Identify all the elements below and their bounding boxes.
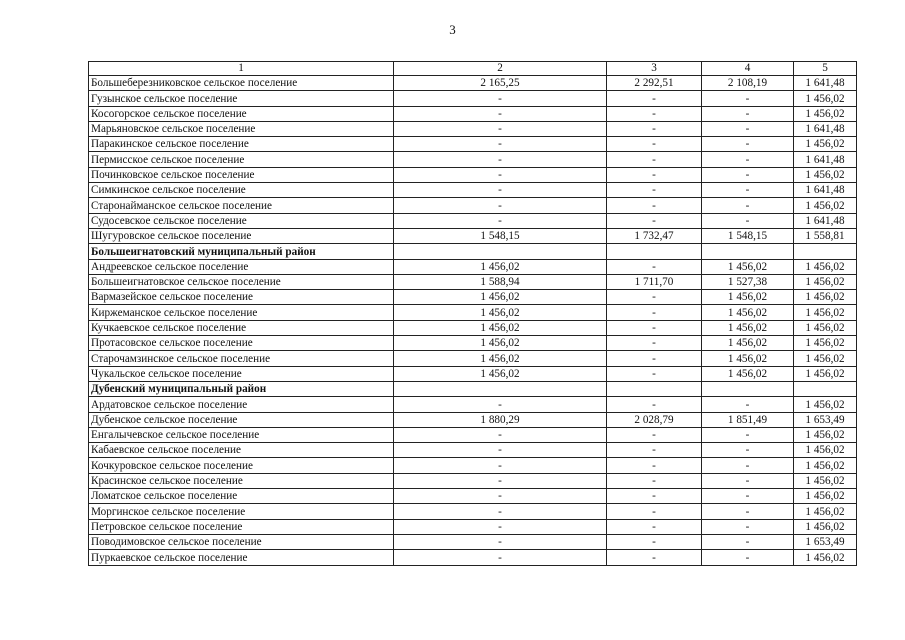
table-row	[89, 519, 857, 534]
value-col-4: -	[702, 106, 794, 121]
value-col-5: 1 641,48	[794, 121, 857, 136]
value-col-2: 1 880,29	[394, 412, 607, 427]
settlement-name: Вармазейское сельское поселение	[89, 290, 394, 305]
value-col-5: 1 456,02	[794, 504, 857, 519]
value-col-3: -	[607, 305, 702, 320]
table-row	[89, 412, 857, 427]
value-col-3: -	[607, 504, 702, 519]
settlement-name: Красинское сельское поселение	[89, 473, 394, 488]
settlement-name: Петровское сельское поселение	[89, 519, 394, 534]
value-col-2: -	[394, 137, 607, 152]
settlement-name: Симкинское сельское поселение	[89, 183, 394, 198]
value-col-3: -	[607, 259, 702, 274]
table-row	[89, 228, 857, 243]
value-col-2: 1 588,94	[394, 274, 607, 289]
value-col-5: 1 456,02	[794, 137, 857, 152]
value-col-5: 1 456,02	[794, 443, 857, 458]
value-col-2: -	[394, 427, 607, 442]
value-col-3: -	[607, 473, 702, 488]
settlement-name: Кабаевское сельское поселение	[89, 443, 394, 458]
table-row	[89, 305, 857, 320]
value-col-3: -	[607, 534, 702, 549]
value-col-3: -	[607, 550, 702, 565]
district-heading-row	[89, 244, 857, 259]
settlement-name: Косогорское сельское поселение	[89, 106, 394, 121]
value-col-4: 1 456,02	[702, 366, 794, 381]
value-col-2: 1 456,02	[394, 290, 607, 305]
settlement-name: Гузынское сельское поселение	[89, 91, 394, 106]
table-row	[89, 473, 857, 488]
value-col-3: 1 711,70	[607, 274, 702, 289]
value-col-3: -	[607, 489, 702, 504]
value-col-5: 1 641,48	[794, 213, 857, 228]
value-col-2: 1 456,02	[394, 336, 607, 351]
table-row	[89, 458, 857, 473]
value-col-4: -	[702, 183, 794, 198]
settlement-name: Кочкуровское сельское поселение	[89, 458, 394, 473]
value-col-3: -	[607, 366, 702, 381]
value-col-3: -	[607, 397, 702, 412]
value-col-2: -	[394, 458, 607, 473]
value-col-3: -	[607, 137, 702, 152]
value-col-2: 1 456,02	[394, 351, 607, 366]
value-col-2: -	[394, 397, 607, 412]
table-row	[89, 550, 857, 565]
value-col-2: -	[394, 106, 607, 121]
settlement-name: Марьяновское сельское поселение	[89, 121, 394, 136]
value-col-4: 1 456,02	[702, 290, 794, 305]
value-col-3: -	[607, 427, 702, 442]
value-col-5: 1 456,02	[794, 519, 857, 534]
value-col-2: 1 456,02	[394, 259, 607, 274]
value-col-4: -	[702, 152, 794, 167]
value-col-4: -	[702, 458, 794, 473]
value-col-5: 1 456,02	[794, 473, 857, 488]
table-row	[89, 351, 857, 366]
table-body	[89, 62, 857, 566]
value-col-4: -	[702, 489, 794, 504]
value-col-4: -	[702, 550, 794, 565]
settlement-name: Кучкаевское сельское поселение	[89, 320, 394, 335]
value-col-2: -	[394, 198, 607, 213]
table-row	[89, 443, 857, 458]
table-row	[89, 121, 857, 136]
value-col-2: -	[394, 550, 607, 565]
value-col-2: -	[394, 473, 607, 488]
value-col-4: -	[702, 427, 794, 442]
value-col-3: -	[607, 336, 702, 351]
settlement-name: Старонаймансκое сельское поселение	[89, 198, 394, 213]
value-col-2	[394, 244, 607, 259]
table-header-row	[89, 62, 857, 76]
value-col-5: 1 456,02	[794, 351, 857, 366]
value-col-3: -	[607, 320, 702, 335]
value-col-4	[702, 244, 794, 259]
settlement-name: Пермисское сельское поселение	[89, 152, 394, 167]
settlement-name: Починковское сельское поселение	[89, 167, 394, 182]
value-col-3: -	[607, 121, 702, 136]
page-number: 3	[449, 22, 456, 37]
value-col-4: 1 851,49	[702, 412, 794, 427]
value-col-3: -	[607, 152, 702, 167]
table-row	[89, 198, 857, 213]
settlement-name: Енгалычевское сельское поселение	[89, 427, 394, 442]
value-col-5: 1 456,02	[794, 458, 857, 473]
value-col-4: -	[702, 213, 794, 228]
settlement-name: Паракинское сельское поселение	[89, 137, 394, 152]
settlement-name: Большеигнатовское сельское поселение	[89, 274, 394, 289]
column-number-1: 1	[89, 62, 394, 76]
column-number-3: 3	[607, 62, 702, 76]
value-col-5: 1 456,02	[794, 366, 857, 381]
value-col-5: 1 456,02	[794, 550, 857, 565]
table-row	[89, 274, 857, 289]
value-col-4: 1 456,02	[702, 336, 794, 351]
value-col-2: -	[394, 443, 607, 458]
value-col-5: 1 641,48	[794, 76, 857, 91]
settlement-name: Моргинское сельское поселение	[89, 504, 394, 519]
table-row	[89, 183, 857, 198]
table-row	[89, 504, 857, 519]
settlement-name: Ардатовское сельское поселение	[89, 397, 394, 412]
settlement-name: Чукальское сельское поселение	[89, 366, 394, 381]
value-col-2: -	[394, 121, 607, 136]
district-name: Большеигнатовский муниципальный район	[89, 244, 394, 259]
value-col-4: -	[702, 443, 794, 458]
table-row	[89, 366, 857, 381]
settlement-name: Дубенское сельское поселение	[89, 412, 394, 427]
table-row	[89, 259, 857, 274]
table-row	[89, 290, 857, 305]
table-row	[89, 137, 857, 152]
settlement-name: Шугуровское сельское поселение	[89, 228, 394, 243]
table-row	[89, 397, 857, 412]
value-col-5	[794, 381, 857, 396]
value-col-4: -	[702, 137, 794, 152]
value-col-2: -	[394, 152, 607, 167]
column-number-2: 2	[394, 62, 607, 76]
value-col-5: 1 641,48	[794, 183, 857, 198]
value-col-3: 1 732,47	[607, 228, 702, 243]
value-col-2: -	[394, 519, 607, 534]
value-col-4: -	[702, 198, 794, 213]
value-col-2: -	[394, 91, 607, 106]
value-col-4: 1 456,02	[702, 320, 794, 335]
value-col-4: -	[702, 504, 794, 519]
table-row	[89, 336, 857, 351]
value-col-5	[794, 244, 857, 259]
value-col-5: 1 456,02	[794, 305, 857, 320]
table-row	[89, 489, 857, 504]
table-row	[89, 76, 857, 91]
value-col-5: 1 456,02	[794, 91, 857, 106]
value-col-2: 2 165,25	[394, 76, 607, 91]
value-col-4	[702, 381, 794, 396]
settlement-name: Протасовское сельское поселение	[89, 336, 394, 351]
value-col-5: 1 653,49	[794, 534, 857, 549]
value-col-5: 1 456,02	[794, 397, 857, 412]
value-col-2: 1 456,02	[394, 366, 607, 381]
table-row	[89, 320, 857, 335]
value-col-4: -	[702, 121, 794, 136]
value-col-5: 1 456,02	[794, 198, 857, 213]
value-col-2	[394, 381, 607, 396]
value-col-2: -	[394, 534, 607, 549]
value-col-2: -	[394, 183, 607, 198]
value-col-2: 1 548,15	[394, 228, 607, 243]
value-col-5: 1 456,02	[794, 259, 857, 274]
value-col-2: -	[394, 489, 607, 504]
value-col-5: 1 456,02	[794, 274, 857, 289]
value-col-5: 1 456,02	[794, 336, 857, 351]
table-row	[89, 167, 857, 182]
value-col-4: 1 456,02	[702, 305, 794, 320]
settlement-name: Старочамзинское сельское поселение	[89, 351, 394, 366]
column-number-5: 5	[794, 62, 857, 76]
value-col-4: 1 456,02	[702, 259, 794, 274]
value-col-3: -	[607, 213, 702, 228]
value-col-2: 1 456,02	[394, 305, 607, 320]
value-col-3: -	[607, 91, 702, 106]
value-col-3: -	[607, 443, 702, 458]
value-col-3: -	[607, 167, 702, 182]
value-col-3	[607, 381, 702, 396]
value-col-4: -	[702, 91, 794, 106]
value-col-5: 1 456,02	[794, 290, 857, 305]
value-col-2: -	[394, 504, 607, 519]
value-col-2: -	[394, 167, 607, 182]
value-col-2: -	[394, 213, 607, 228]
value-col-4: -	[702, 519, 794, 534]
value-col-3: 2 028,79	[607, 412, 702, 427]
value-col-2: 1 456,02	[394, 320, 607, 335]
value-col-3: -	[607, 290, 702, 305]
value-col-4: 2 108,19	[702, 76, 794, 91]
value-col-4: 1 548,15	[702, 228, 794, 243]
value-col-3	[607, 244, 702, 259]
value-col-3: -	[607, 198, 702, 213]
settlement-name: Пуркаевское сельское поселение	[89, 550, 394, 565]
table-row	[89, 534, 857, 549]
value-col-4: -	[702, 397, 794, 412]
table-row	[89, 106, 857, 121]
district-name: Дубенский муниципальный район	[89, 381, 394, 396]
value-col-5: 1 456,02	[794, 427, 857, 442]
settlement-name: Андреевское сельское поселение	[89, 259, 394, 274]
value-col-3: 2 292,51	[607, 76, 702, 91]
value-col-4: -	[702, 167, 794, 182]
settlement-name: Киржеманское сельское поселение	[89, 305, 394, 320]
value-col-5: 1 456,02	[794, 167, 857, 182]
settlement-name: Судосевское сельское поселение	[89, 213, 394, 228]
value-col-5: 1 456,02	[794, 106, 857, 121]
settlement-name: Большеберезниковское сельское поселение	[89, 76, 394, 91]
value-col-3: -	[607, 519, 702, 534]
district-heading-row	[89, 381, 857, 396]
value-col-3: -	[607, 183, 702, 198]
value-col-5: 1 558,81	[794, 228, 857, 243]
value-col-5: 1 641,48	[794, 152, 857, 167]
value-col-5: 1 456,02	[794, 320, 857, 335]
table-row	[89, 427, 857, 442]
column-number-4: 4	[702, 62, 794, 76]
table-row	[89, 91, 857, 106]
value-col-3: -	[607, 351, 702, 366]
value-col-3: -	[607, 458, 702, 473]
value-col-3: -	[607, 106, 702, 121]
table-row	[89, 213, 857, 228]
value-col-5: 1 653,49	[794, 412, 857, 427]
table-row	[89, 152, 857, 167]
settlement-name: Ломатское сельское поселение	[89, 489, 394, 504]
value-col-4: 1 456,02	[702, 351, 794, 366]
value-col-4: -	[702, 534, 794, 549]
value-col-4: 1 527,38	[702, 274, 794, 289]
tariff-table	[88, 61, 857, 566]
value-col-4: -	[702, 473, 794, 488]
settlement-name: Поводимовское сельское поселение	[89, 534, 394, 549]
value-col-5: 1 456,02	[794, 489, 857, 504]
